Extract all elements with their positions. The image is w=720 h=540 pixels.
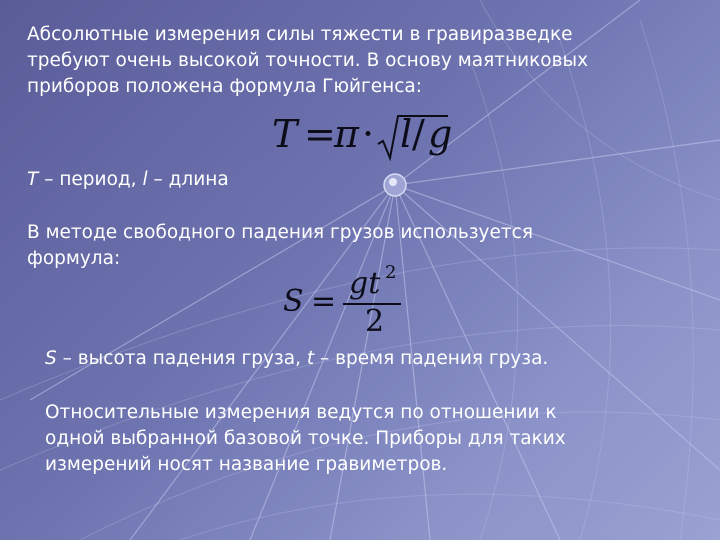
free-fall-line-2: формула:: [27, 248, 121, 269]
legend1-l: l: [142, 169, 148, 190]
formula2-numerator: gt: [349, 266, 381, 301]
formula1-l: l: [400, 112, 413, 156]
intro-line-1: Абсолютные измерения силы тяжести в гравиразведке: [27, 24, 573, 45]
formula2-exponent: 2: [385, 262, 397, 283]
relative-line-3: измерений носят название гравиметров.: [45, 454, 448, 475]
formula2-equals: =: [311, 284, 337, 319]
legend2-text-a: – высота падения груза,: [56, 348, 307, 369]
intro-line-3: приборов положена формула Гюйгенса:: [27, 76, 422, 97]
intro-line-2: требуют очень высокой точности. В основу маятниковых: [27, 50, 589, 71]
relative-line-2: одной выбранной базовой точке. Приборы для таких: [45, 428, 566, 449]
legend2-t: t: [306, 348, 315, 369]
formula1-pi: π: [334, 112, 359, 156]
formula1-equals: =: [304, 112, 336, 156]
relative-line-1: Относительные измерения ведутся по отношении к: [45, 402, 557, 423]
free-fall-line-1: В методе свободного падения грузов используется: [27, 222, 533, 243]
period-length-legend: [27, 167, 229, 193]
formula2-S: S: [283, 284, 304, 319]
formula1-g: g: [428, 112, 453, 156]
legend2-S: S: [45, 348, 57, 369]
formula1-T: T: [272, 112, 298, 156]
legend1-text-b: – длина: [147, 169, 229, 190]
height-time-legend: [45, 346, 548, 372]
legend2-text-b: – время падения груза.: [314, 348, 549, 369]
free-fall-formula: [283, 262, 413, 340]
legend1-T: T: [27, 169, 39, 190]
formula1-dot: ·: [362, 112, 375, 156]
formula1-slash: /: [412, 112, 425, 156]
legend1-text-a: – период,: [38, 169, 143, 190]
formula2-denominator: 2: [365, 304, 385, 339]
